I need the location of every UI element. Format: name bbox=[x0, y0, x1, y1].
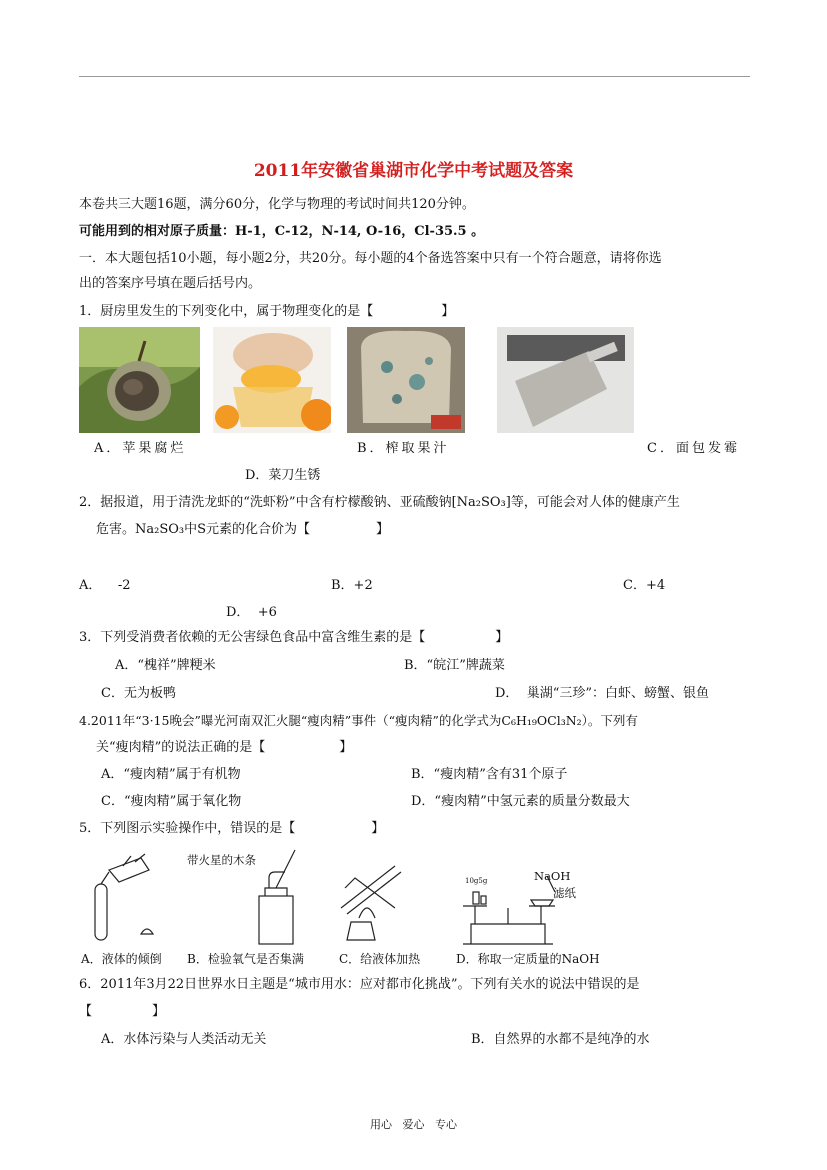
q1-option-b: B．榨取果汁 bbox=[357, 441, 450, 456]
atomic-masses: 可能用到的相对原子质量：H-1，C-12，N-14, O-16，Cl-35.5 。 bbox=[79, 224, 485, 239]
q1-option-a: A．苹果腐烂 bbox=[94, 441, 187, 456]
page-footer: 用心 爱心 专心 bbox=[370, 1118, 457, 1131]
q2-stem-cont: 危害。Na₂SO₃中S元素的化合价为【 】 bbox=[96, 522, 390, 537]
q3-option-b: B．“皖江”牌蔬菜 bbox=[404, 658, 505, 673]
q5-label-weights: 10g5g bbox=[465, 877, 488, 885]
q5-option-a: A．液体的倾倒 bbox=[81, 952, 162, 966]
q6-stem-cont: 【 】 bbox=[79, 1004, 166, 1019]
section1-instructions: 一．本大题包括10小题，每小题2分，共20分。每小题的4个备选答案中只有一个符合题意，请将你选 bbox=[79, 251, 662, 266]
q4-stem: 4.2011年“3·15晚会”曝光河南双汇火腿“瘦肉精”事件（“瘦肉精”的化学式为C₆H₁₉OCl₃N₂）。下列有 bbox=[79, 713, 638, 728]
q3-option-a: A．“槐祥”牌粳米 bbox=[115, 658, 216, 673]
q6-stem: 6．2011年3月22日世界水日主题是“城市用水：应对都市化挑战”。下列有关水的说法中错误的是 bbox=[79, 977, 640, 992]
page-title: 2011年安徽省巢湖市化学中考试题及答案 bbox=[253, 161, 574, 181]
juicing-photo bbox=[213, 327, 331, 433]
kitchen-knife-photo bbox=[497, 327, 634, 433]
section1-instructions-cont: 出的答案序号填在题后括号内。 bbox=[79, 276, 262, 291]
q5-option-c: C．给液体加热 bbox=[339, 952, 421, 966]
q5-option-d: D．称取一定质量的NaOH bbox=[456, 952, 600, 966]
q5-label-naoh: NaOH bbox=[534, 869, 571, 883]
q4-stem-cont: 关“瘦肉精”的说法正确的是【 】 bbox=[96, 740, 353, 755]
q5-label-splint: 带火星的木条 bbox=[187, 853, 256, 867]
q6-option-b: B．自然界的水都不是纯净的水 bbox=[471, 1032, 650, 1047]
q2-stem: 2．据报道，用于清洗龙虾的“洗虾粉”中含有柠檬酸钠、亚硫酸钠[Na₂SO₃]等，可能会对人体的健康产生 bbox=[79, 495, 680, 510]
q4-option-c: C．“瘦肉精”属于氧化物 bbox=[101, 794, 242, 809]
q5-label-filter-paper: 滤纸 bbox=[553, 886, 576, 900]
q5-stem: 5．下列图示实验操作中，错误的是【 】 bbox=[79, 821, 385, 836]
q4-option-a: A．“瘦肉精”属于有机物 bbox=[101, 767, 241, 782]
q6-option-a: A．水体污染与人类活动无关 bbox=[101, 1032, 267, 1047]
q2-option-a: A． -2 bbox=[79, 578, 131, 593]
q3-option-c: C．无为板鸭 bbox=[101, 686, 176, 701]
q2-option-d: D． +6 bbox=[226, 605, 277, 620]
q1-option-d: D．菜刀生锈 bbox=[245, 468, 321, 483]
q3-option-d: D． 巢湖“三珍”：白虾、螃蟹、银鱼 bbox=[495, 686, 709, 701]
q4-option-d: D．“瘦肉精”中氢元素的质量分数最大 bbox=[411, 794, 630, 809]
q2-option-b: B．+2 bbox=[331, 578, 373, 593]
moldy-bread-photo bbox=[347, 327, 465, 433]
q1-stem: 1．厨房里发生的下列变化中，属于物理变化的是【 】 bbox=[79, 304, 455, 319]
q1-option-c: C．面包发霉 bbox=[647, 441, 740, 456]
lab-operations-figure bbox=[79, 848, 591, 948]
q3-stem: 3．下列受消费者依赖的无公害绿色食品中富含维生素的是【 】 bbox=[79, 630, 509, 645]
q4-option-b: B．“瘦肉精”含有31个原子 bbox=[411, 767, 568, 782]
header-rule bbox=[79, 76, 750, 77]
exam-intro: 本卷共三大题16题，满分60分，化学与物理的考试时间共120分钟。 bbox=[79, 197, 475, 212]
rotting-apple-photo bbox=[79, 327, 200, 433]
q2-option-c: C．+4 bbox=[623, 578, 666, 593]
q5-option-b: B．检验氧气是否集满 bbox=[187, 952, 304, 966]
